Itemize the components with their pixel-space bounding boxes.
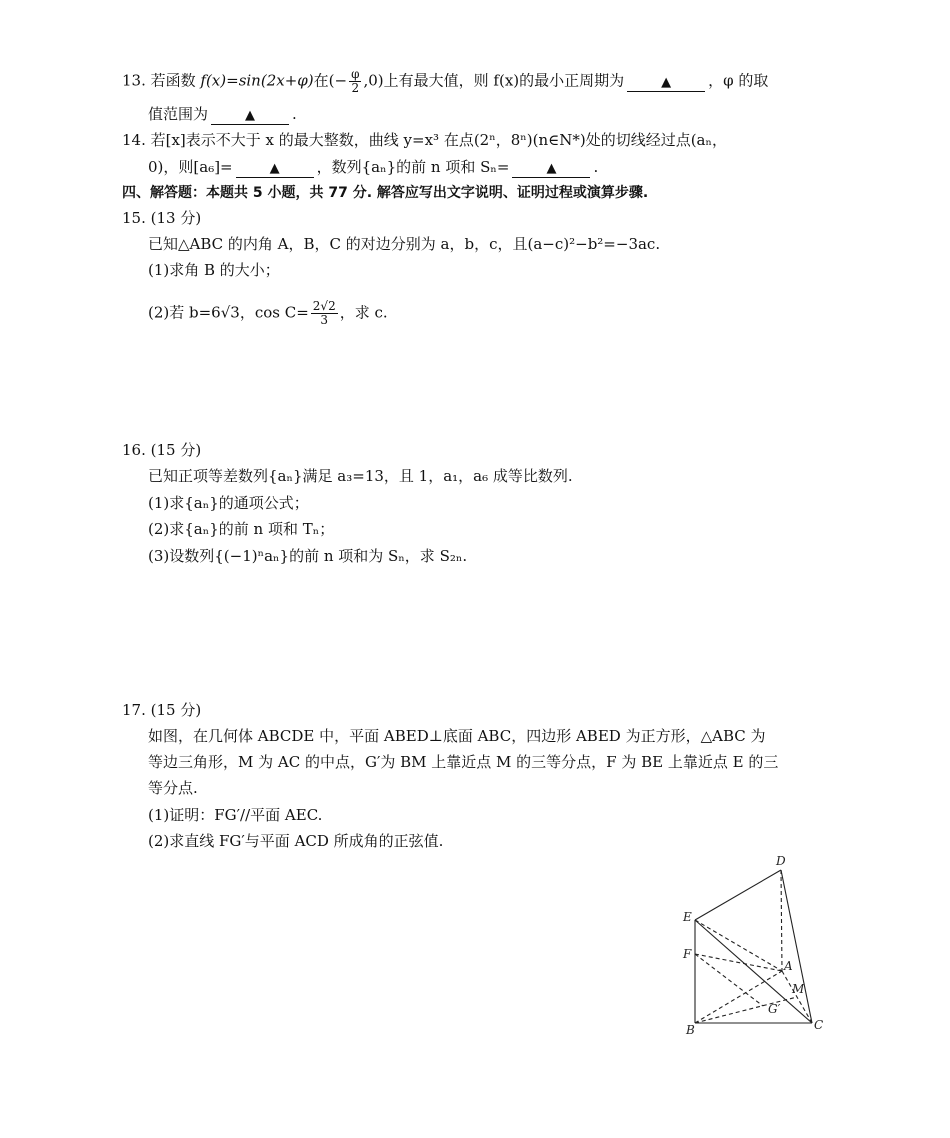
q13-phi-over-2: $\frac{\varphi}{2}$ xyxy=(351,67,360,95)
q14-answer-blank-1[interactable]: ▲ xyxy=(236,161,314,178)
q13-interval-open: (− xyxy=(328,71,348,90)
q13-text-d: ，φ 的取 xyxy=(708,71,769,90)
label-E: E xyxy=(683,910,692,924)
q17-line1: 如图，在几何体 ABCDE 中，平面 ABED⊥底面 ABC，四边形 ABED 为正方形，△ABC 为 xyxy=(148,727,766,745)
label-G: G′ xyxy=(768,1002,781,1016)
edge-FA xyxy=(695,954,782,971)
label-C: C xyxy=(814,1018,824,1032)
q13-function: f(x)=sin(2x+φ) xyxy=(200,71,314,90)
q14-answer-blank-2[interactable]: ▲ xyxy=(512,161,590,178)
q16-part3: (3)设数列{(−1)ⁿaₙ}的前 n 项和为 Sₙ，求 S₂ₙ. xyxy=(148,547,468,565)
edge-FG xyxy=(695,954,763,1006)
edge-DA xyxy=(781,870,782,971)
edge-BM xyxy=(695,997,797,1023)
q14-line1: 14. 若[x]表示不大于 x 的最大整数，曲线 y=x³ 在点(2ⁿ，8ⁿ)(n∈N*)处的切线经过点(aₙ， xyxy=(122,131,727,149)
q17-line2: 等边三角形，M 为 AC 的中点，G′为 BM 上靠近点 M 的三等分点，F 为 BE 上靠近点 E 的三 xyxy=(148,753,779,771)
q13-answer-blank-1[interactable]: ▲ xyxy=(627,75,705,92)
edge-ED xyxy=(695,870,781,920)
label-A: A xyxy=(784,959,793,973)
q15-part1: (1)求角 B 的大小； xyxy=(148,261,280,279)
q16-part1: (1)求{aₙ}的通项公式； xyxy=(148,494,309,512)
label-M: M xyxy=(792,982,805,996)
label-B: B xyxy=(686,1023,695,1037)
q13-line1 xyxy=(122,68,768,95)
q13-line2: 值范围为 ▲ . xyxy=(148,105,297,123)
q17-part2: (2)求直线 FG′与平面 ACD 所成角的正弦值. xyxy=(148,832,444,850)
q14-line2: 0)，则[a₆]= ▲ ，数列{aₙ}的前 n 项和 Sₙ= ▲ . xyxy=(148,158,599,176)
q17-line3: 等分点. xyxy=(148,779,198,797)
q16-stem: 已知正项等差数列{aₙ}满足 a₃=13，且 1，a₁，a₆ 成等比数列. xyxy=(148,467,573,485)
q15-header: 15. (13 分) xyxy=(122,209,202,227)
q15-stem: 已知△ABC 的内角 A，B，C 的对边分别为 a，b，c，且(a−c)²−b²=−3ac. xyxy=(148,235,661,253)
q15-part2: (2)若 b=6√3，cos C= $\frac{2√2}{3}$ ，求 c. xyxy=(148,299,388,327)
q13-text-a: 13. 若函数 xyxy=(122,71,201,90)
label-D: D xyxy=(776,854,786,868)
section-heading: 四、解答题：本题共 5 小题，共 77 分. 解答应写出文字说明、证明过程或演算步骤. xyxy=(122,185,649,201)
q13-interval-close: ,0) xyxy=(363,71,384,90)
geometry-figure xyxy=(670,848,840,1043)
q16-header: 16. (15 分) xyxy=(122,441,202,459)
q15-cos-fraction: $\frac{2√2}{3}$ xyxy=(312,299,336,327)
q16-part2: (2)求{aₙ}的前 n 项和 Tₙ； xyxy=(148,520,335,538)
q17-header: 17. (15 分) xyxy=(122,701,202,719)
label-F: F xyxy=(683,947,692,961)
q13-answer-blank-2[interactable]: ▲ xyxy=(211,108,289,125)
q13-text-b: 在 xyxy=(313,71,329,90)
q13-text-c: 上有最大值，则 f(x)的最小正周期为 xyxy=(383,71,625,90)
q17-part1: (1)证明：FG′//平面 AEC. xyxy=(148,806,323,824)
